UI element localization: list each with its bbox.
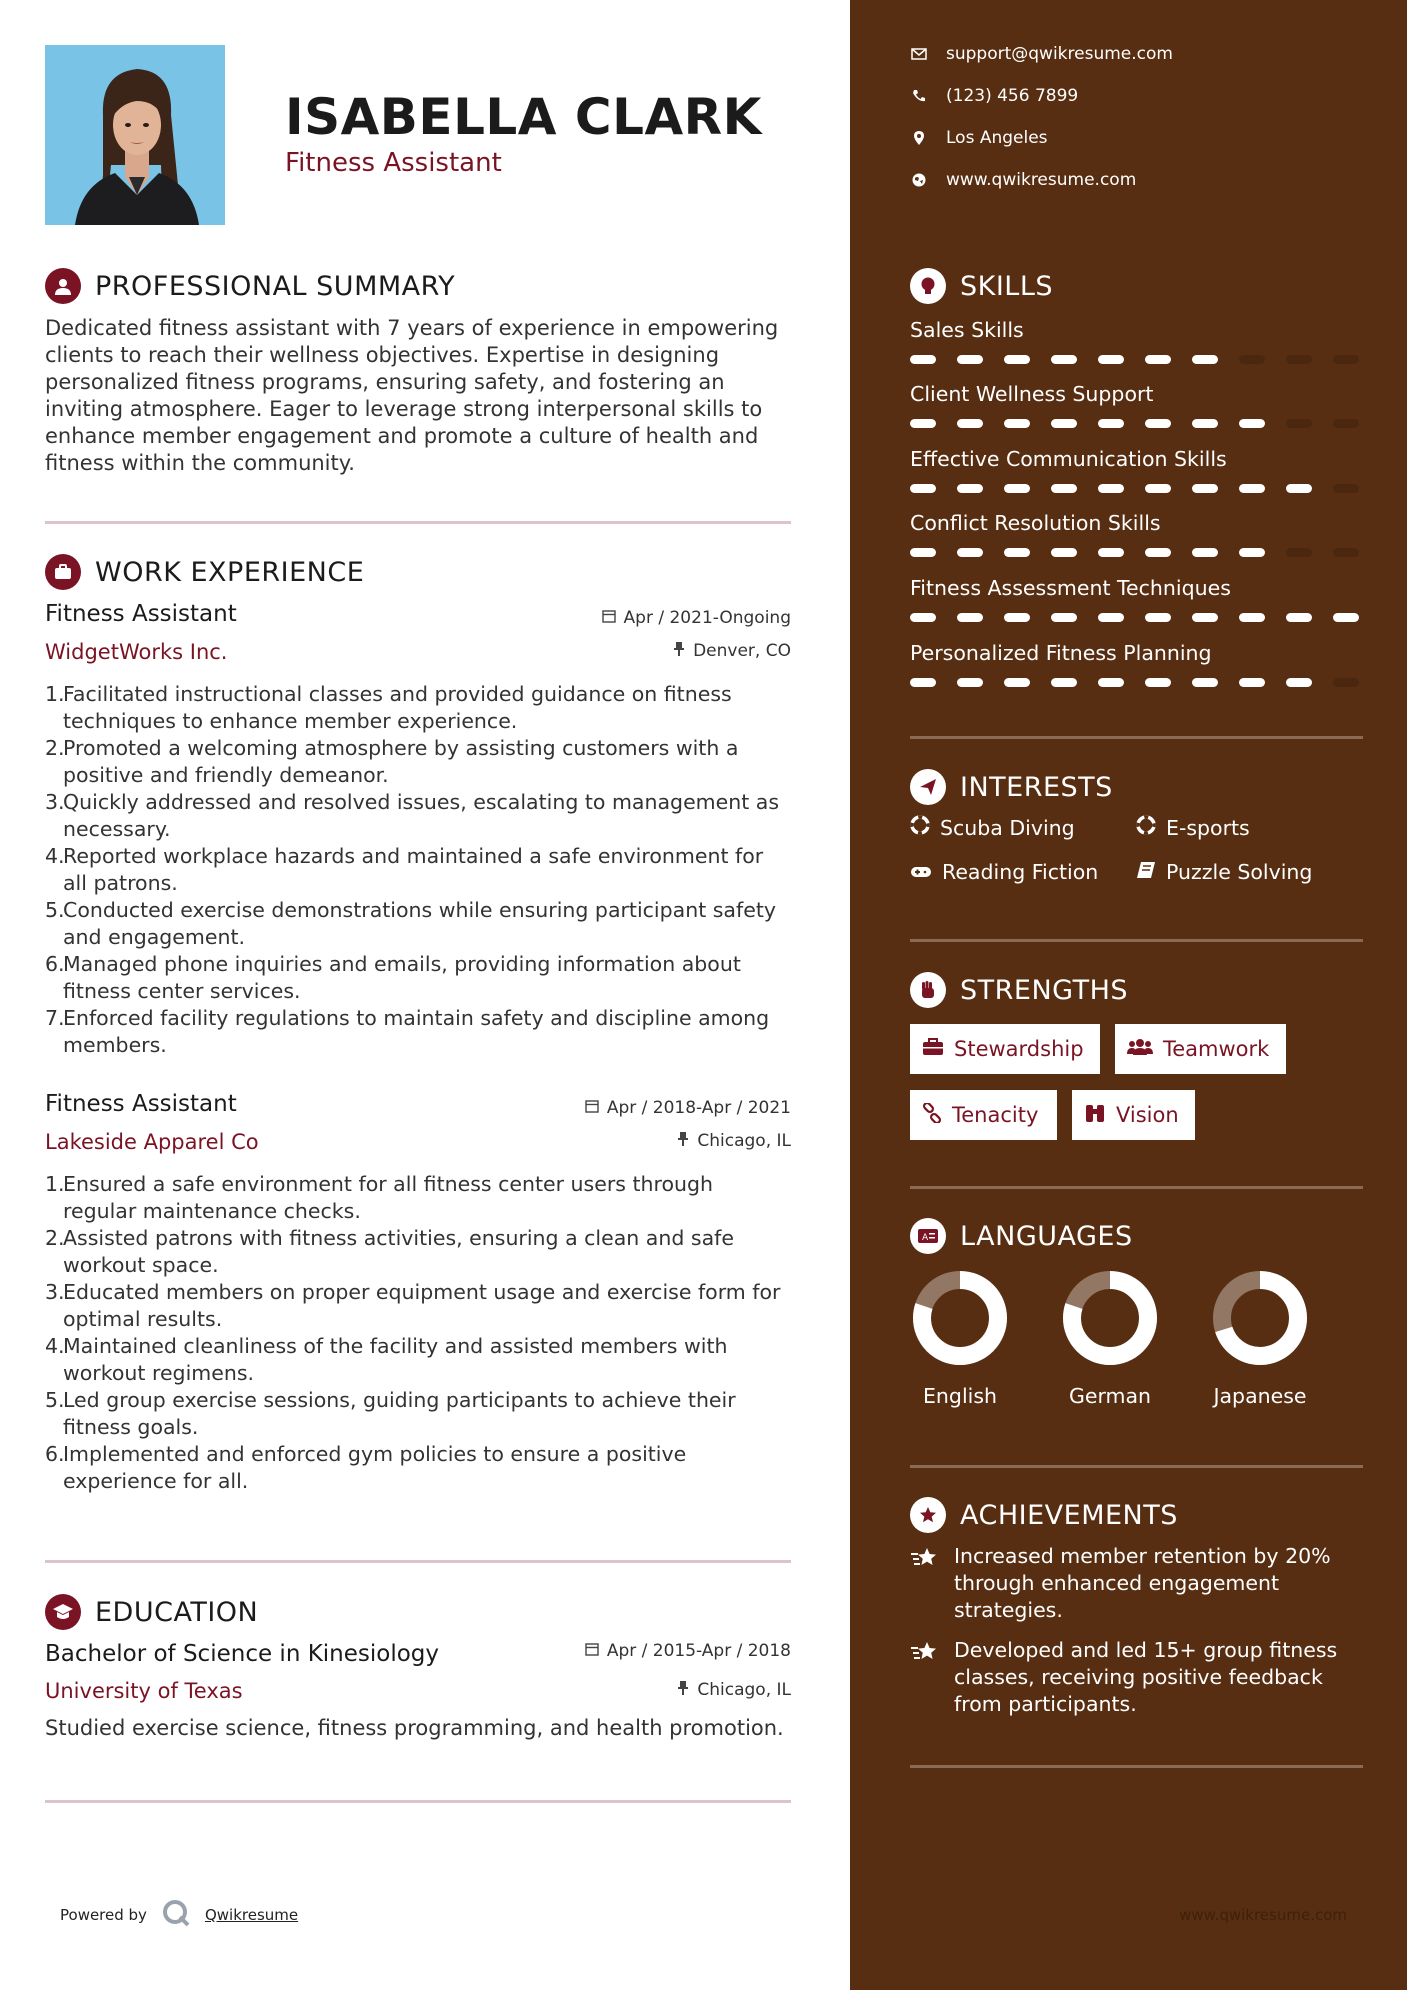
skills-title: SKILLS bbox=[960, 270, 1054, 302]
job-bullets bbox=[45, 1171, 791, 1495]
job-company: WidgetWorks Inc. bbox=[45, 640, 228, 664]
divider bbox=[910, 736, 1363, 739]
skill-dash bbox=[1098, 678, 1124, 687]
strengths-heading bbox=[910, 972, 1128, 1008]
job-location-row bbox=[45, 641, 791, 665]
list-item: 6. Managed phone inquiries and emails, providing information about fitness center services. bbox=[45, 952, 741, 1003]
languages-title: LANGUAGES bbox=[960, 1220, 1133, 1252]
contact-website[interactable] bbox=[910, 170, 1136, 190]
skill-name: Sales Skills bbox=[910, 318, 1024, 342]
job-dates bbox=[602, 608, 791, 628]
skill-dash bbox=[1192, 678, 1218, 687]
skill-name: Personalized Fitness Planning bbox=[910, 641, 1212, 665]
job-location bbox=[673, 641, 791, 661]
divider bbox=[910, 1765, 1363, 1768]
skill-dash bbox=[957, 613, 983, 622]
link-icon bbox=[922, 1103, 942, 1128]
skill-dash bbox=[1239, 419, 1265, 428]
list-item: 7. Enforced facility regulations to maintain safety and discipline among members. bbox=[45, 1006, 770, 1057]
strength-badge bbox=[1115, 1024, 1286, 1074]
interest-label: Reading Fiction bbox=[942, 860, 1099, 884]
language-item bbox=[1195, 1270, 1325, 1408]
skill-dash bbox=[1286, 548, 1312, 557]
strength-badge bbox=[1072, 1090, 1195, 1140]
interest-label: Scuba Diving bbox=[940, 815, 1075, 840]
skill-dash bbox=[1098, 613, 1124, 622]
list-item: 4. Reported workplace hazards and maintained a safe environment for all patrons. bbox=[45, 844, 764, 895]
briefcase-icon bbox=[922, 1037, 944, 1061]
footer-url[interactable]: www.qwikresume.com bbox=[1179, 1906, 1347, 1924]
skill-dash bbox=[1239, 548, 1265, 557]
school-name: University of Texas bbox=[45, 1679, 243, 1703]
portrait-image bbox=[45, 45, 225, 225]
summary-text: Dedicated fitness assistant with 7 years of experience in empowering clients to reach their wellness objectives. Expertise in designing personalized fitness programs, ensuring safety, and fostering an inviting atmosphere. Eager to leverage strong interpersonal skills to enhance member engagement and promote a culture of health and fitness within the community. bbox=[45, 316, 779, 475]
education-location-text: Chicago, IL bbox=[697, 1680, 791, 1700]
svg-text:A: A bbox=[922, 1233, 929, 1243]
powered-by bbox=[60, 1898, 298, 1932]
skill-dash bbox=[1333, 613, 1359, 622]
contact-email[interactable] bbox=[910, 44, 1173, 64]
skill-rating bbox=[910, 613, 1363, 622]
binoculars-icon bbox=[1084, 1103, 1106, 1128]
divider bbox=[910, 1186, 1363, 1189]
skill-dash bbox=[910, 613, 936, 622]
life-ring-icon bbox=[910, 815, 930, 840]
phone-text: (123) 456 7899 bbox=[946, 86, 1079, 106]
languages-heading bbox=[910, 1218, 1133, 1254]
skill-dash bbox=[1333, 355, 1359, 364]
map-marker-icon bbox=[910, 129, 928, 147]
education-title: EDUCATION bbox=[95, 1596, 259, 1628]
interest-label: E-sports bbox=[1166, 815, 1250, 840]
skill-dash bbox=[1004, 484, 1030, 493]
strength-label: Teamwork bbox=[1163, 1037, 1270, 1061]
language-proficiency-ring bbox=[912, 1270, 1008, 1366]
skill-dash bbox=[1192, 355, 1218, 364]
education-dates-text: Apr / 2015-Apr / 2018 bbox=[606, 1641, 791, 1661]
skill-dash bbox=[1239, 613, 1265, 622]
skill-rating bbox=[910, 419, 1363, 428]
work-title: WORK EXPERIENCE bbox=[95, 556, 365, 588]
location-text: Los Angeles bbox=[946, 128, 1048, 148]
strength-label: Vision bbox=[1116, 1103, 1179, 1127]
work-heading bbox=[45, 554, 364, 590]
interest-item bbox=[1136, 815, 1250, 840]
language-icon bbox=[910, 1218, 946, 1254]
language-proficiency-ring bbox=[1062, 1270, 1158, 1366]
strengths-title: STRENGTHS bbox=[960, 974, 1129, 1006]
skill-dash bbox=[1145, 548, 1171, 557]
divider bbox=[910, 1465, 1363, 1468]
skill-item bbox=[910, 641, 1363, 687]
list-item: 2. Promoted a welcoming atmosphere by assisting customers with a positive and friendly demeanor. bbox=[45, 736, 739, 787]
skill-dash bbox=[1192, 419, 1218, 428]
skill-dash bbox=[1004, 419, 1030, 428]
skill-dash bbox=[910, 548, 936, 557]
summary-title: PROFESSIONAL SUMMARY bbox=[95, 270, 456, 302]
list-item: 5. Led group exercise sessions, guiding participants to achieve their fitness goals. bbox=[45, 1388, 736, 1439]
skill-item bbox=[910, 382, 1363, 428]
skill-dash bbox=[1098, 484, 1124, 493]
skill-rating bbox=[910, 678, 1363, 687]
skill-item bbox=[910, 318, 1363, 364]
skill-dash bbox=[1192, 613, 1218, 622]
divider bbox=[45, 1560, 791, 1563]
candidate-name: ISABELLA CLARK bbox=[285, 88, 762, 146]
education-location bbox=[677, 1680, 791, 1700]
book-icon bbox=[1136, 860, 1156, 884]
job-location-text: Chicago, IL bbox=[697, 1131, 791, 1151]
list-item: 4. Maintained cleanliness of the facility and assisted members with workout regimens. bbox=[45, 1334, 728, 1385]
candidate-role: Fitness Assistant bbox=[285, 148, 502, 178]
skill-dash bbox=[1333, 548, 1359, 557]
degree-title: Bachelor of Science in Kinesiology bbox=[45, 1641, 440, 1667]
education-dates-row bbox=[45, 1641, 791, 1665]
skill-dash bbox=[957, 678, 983, 687]
globe-icon bbox=[910, 171, 928, 189]
job-location-text: Denver, CO bbox=[693, 641, 791, 661]
profile-photo bbox=[45, 45, 225, 225]
job-location-row bbox=[45, 1131, 791, 1155]
skill-dash bbox=[1286, 678, 1312, 687]
contact-location bbox=[910, 128, 1048, 148]
job-dates-row bbox=[45, 608, 791, 632]
calendar-icon bbox=[585, 1098, 599, 1118]
achievement-text: Increased member retention by 20% through enhanced engagement strategies. bbox=[954, 1544, 1331, 1622]
interests-title: INTERESTS bbox=[960, 771, 1113, 803]
skill-item bbox=[910, 511, 1363, 557]
skill-dash bbox=[1239, 678, 1265, 687]
skill-dash bbox=[910, 678, 936, 687]
achievement-text: Developed and led 15+ group fitness classes, receiving positive feedback from participants. bbox=[954, 1638, 1338, 1716]
education-dates bbox=[585, 1641, 791, 1661]
skill-dash bbox=[957, 419, 983, 428]
achievement-item bbox=[910, 1637, 1363, 1718]
achievement-item bbox=[910, 1543, 1363, 1624]
graduation-cap-icon bbox=[45, 1594, 81, 1630]
calendar-icon bbox=[585, 1641, 599, 1661]
job-bullets bbox=[45, 681, 791, 1059]
sidebar bbox=[850, 0, 1407, 1990]
skill-dash bbox=[1145, 613, 1171, 622]
phone-icon bbox=[910, 87, 928, 105]
skill-dash bbox=[1145, 484, 1171, 493]
skill-dash bbox=[1286, 484, 1312, 493]
skill-dash bbox=[910, 419, 936, 428]
skill-dash bbox=[1098, 548, 1124, 557]
list-item: 3. Educated members on proper equipment usage and exercise form for optimal results. bbox=[45, 1280, 781, 1331]
skill-dash bbox=[1286, 355, 1312, 364]
skill-item bbox=[910, 447, 1363, 493]
skill-dash bbox=[1051, 355, 1077, 364]
achievements-heading bbox=[910, 1497, 1178, 1533]
skill-dash bbox=[1098, 419, 1124, 428]
language-item bbox=[1045, 1270, 1175, 1408]
user-icon bbox=[45, 268, 81, 304]
list-item: 5. Conducted exercise demonstrations while ensuring participant safety and engagement. bbox=[45, 898, 776, 949]
interest-label: Puzzle Solving bbox=[1166, 860, 1313, 884]
skill-dash bbox=[1192, 484, 1218, 493]
strength-label: Tenacity bbox=[952, 1103, 1039, 1127]
interest-item bbox=[910, 815, 1075, 840]
calendar-icon bbox=[602, 608, 616, 628]
job-dates-text: Apr / 2018-Apr / 2021 bbox=[606, 1098, 791, 1118]
pin-icon bbox=[677, 1680, 689, 1700]
briefcase-icon bbox=[45, 554, 81, 590]
interest-item bbox=[1136, 860, 1312, 884]
job-location bbox=[677, 1131, 791, 1151]
interest-item bbox=[910, 860, 1098, 884]
skill-dash bbox=[957, 548, 983, 557]
paper-plane-icon bbox=[910, 769, 946, 805]
contact-phone[interactable] bbox=[910, 86, 1078, 106]
skill-name: Conflict Resolution Skills bbox=[910, 511, 1161, 535]
life-ring-icon bbox=[1136, 815, 1156, 840]
star-icon bbox=[910, 1637, 940, 1718]
list-item: 3. Quickly addressed and resolved issues, escalating to management as necessary. bbox=[45, 790, 780, 841]
job-dates-row bbox=[45, 1098, 791, 1122]
list-item: 1. Ensured a safe environment for all fitness center users through regular maintenance checks. bbox=[45, 1172, 714, 1223]
list-item: 1. Facilitated instructional classes and provided guidance on fitness techniques to enhance member experience. bbox=[45, 682, 732, 733]
skill-rating bbox=[910, 355, 1363, 364]
award-star-icon bbox=[910, 1497, 946, 1533]
skill-dash bbox=[1286, 613, 1312, 622]
pin-icon bbox=[673, 641, 685, 661]
skill-dash bbox=[1145, 419, 1171, 428]
skill-dash bbox=[1333, 484, 1359, 493]
skill-dash bbox=[910, 484, 936, 493]
lightbulb-icon bbox=[910, 268, 946, 304]
education-location-row bbox=[45, 1680, 791, 1704]
pin-icon bbox=[677, 1131, 689, 1151]
skill-dash bbox=[1004, 613, 1030, 622]
language-proficiency-ring bbox=[1212, 1270, 1308, 1366]
strength-label: Stewardship bbox=[954, 1037, 1084, 1061]
powered-by-label: Powered by bbox=[60, 1906, 147, 1924]
skill-dash bbox=[910, 355, 936, 364]
fist-icon bbox=[910, 972, 946, 1008]
skill-dash bbox=[1098, 355, 1124, 364]
skill-dash bbox=[1286, 419, 1312, 428]
job-dates bbox=[585, 1098, 791, 1118]
language-item bbox=[895, 1270, 1025, 1408]
skill-dash bbox=[1192, 548, 1218, 557]
divider bbox=[45, 1800, 791, 1803]
users-icon bbox=[1127, 1037, 1153, 1061]
skill-name: Fitness Assessment Techniques bbox=[910, 576, 1231, 600]
job-title: Fitness Assistant bbox=[45, 1091, 237, 1117]
skill-dash bbox=[1004, 678, 1030, 687]
skill-dash bbox=[1239, 484, 1265, 493]
language-name: German bbox=[1068, 1384, 1152, 1408]
skill-dash bbox=[957, 484, 983, 493]
skill-dash bbox=[1145, 355, 1171, 364]
skill-dash bbox=[1004, 355, 1030, 364]
strength-badge bbox=[910, 1024, 1100, 1074]
website-text: www.qwikresume.com bbox=[946, 170, 1137, 190]
gamepad-icon bbox=[910, 860, 932, 884]
skill-dash bbox=[1051, 548, 1077, 557]
skill-dash bbox=[1051, 484, 1077, 493]
interests-heading bbox=[910, 769, 1113, 805]
skill-dash bbox=[1333, 419, 1359, 428]
skills-heading bbox=[910, 268, 1053, 304]
language-name: English bbox=[922, 1384, 998, 1408]
qwikresume-logo-icon bbox=[161, 1898, 191, 1932]
skill-dash bbox=[1051, 678, 1077, 687]
brand-link[interactable]: Qwikresume bbox=[204, 1906, 299, 1924]
summary-heading bbox=[45, 268, 455, 304]
envelope-icon bbox=[910, 45, 928, 63]
skill-dash bbox=[1239, 355, 1265, 364]
skill-name: Effective Communication Skills bbox=[910, 447, 1227, 471]
list-item: 2. Assisted patrons with fitness activities, ensuring a clean and safe workout space. bbox=[45, 1226, 734, 1277]
skill-rating bbox=[910, 484, 1363, 493]
skill-rating bbox=[910, 548, 1363, 557]
strength-badge bbox=[910, 1090, 1057, 1140]
divider bbox=[45, 521, 791, 524]
job-dates-text: Apr / 2021-Ongoing bbox=[623, 608, 791, 628]
job-company: Lakeside Apparel Co bbox=[45, 1130, 259, 1154]
skill-name: Client Wellness Support bbox=[910, 382, 1154, 406]
skill-dash bbox=[957, 355, 983, 364]
skill-dash bbox=[1051, 613, 1077, 622]
achievements-title: ACHIEVEMENTS bbox=[960, 1499, 1178, 1531]
language-name: Japanese bbox=[1213, 1384, 1307, 1408]
skill-dash bbox=[1051, 419, 1077, 428]
list-item: 6. Implemented and enforced gym policies to ensure a positive experience for all. bbox=[45, 1442, 687, 1493]
skill-item bbox=[910, 576, 1363, 622]
skill-dash bbox=[1333, 678, 1359, 687]
star-icon bbox=[910, 1543, 940, 1624]
education-heading bbox=[45, 1594, 258, 1630]
skill-dash bbox=[1004, 548, 1030, 557]
divider bbox=[910, 939, 1363, 942]
email-text: support@qwikresume.com bbox=[946, 44, 1173, 64]
skill-dash bbox=[1145, 678, 1171, 687]
job-title: Fitness Assistant bbox=[45, 601, 237, 627]
education-description: Studied exercise science, fitness programming, and health promotion. bbox=[45, 1716, 784, 1740]
